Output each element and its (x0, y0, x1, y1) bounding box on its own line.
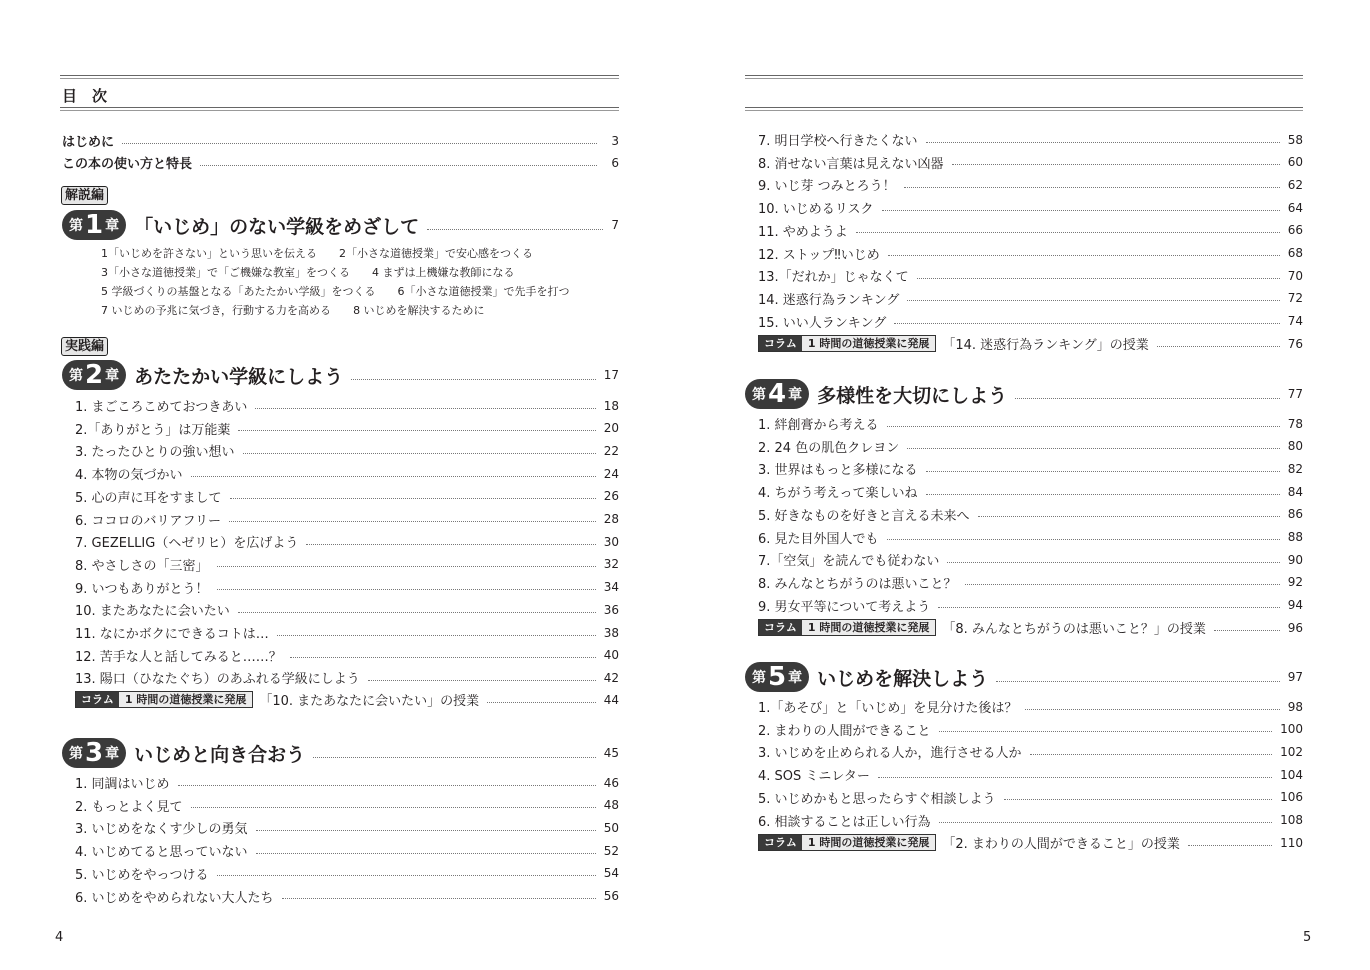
leader-dots (938, 606, 1279, 608)
section-label-practice: 実践編 (61, 337, 108, 356)
entry-title: 「8. みんなとちがうのは悪いこと？」の授業 (942, 622, 1206, 637)
leader-dots (277, 634, 596, 636)
leader-dots (882, 209, 1280, 211)
page-number: 66 (1287, 223, 1303, 238)
toc-entry[interactable] (758, 697, 1303, 716)
leader-dots (1015, 397, 1280, 399)
leader-dots (351, 378, 596, 380)
page-number: 3 (611, 133, 619, 148)
entry-title: 6. 見た目外国人でも (758, 531, 879, 547)
leader-dots (1188, 844, 1272, 846)
page-number: 80 (1287, 439, 1303, 454)
leader-dots (178, 784, 596, 786)
toc-entry[interactable] (75, 555, 619, 574)
toc-entry[interactable] (758, 312, 1303, 331)
entry-title: 5. いじめをやっつける (75, 867, 209, 883)
leader-dots (894, 322, 1279, 324)
chapter-2-heading[interactable] (62, 360, 619, 390)
toc-entry[interactable] (758, 788, 1303, 807)
page-number: 62 (1287, 177, 1303, 192)
leader-dots (290, 656, 596, 658)
toc-entry[interactable] (75, 887, 619, 906)
page-number: 84 (1287, 484, 1303, 499)
page-number: 22 (603, 443, 619, 458)
leader-dots (306, 543, 595, 545)
leader-dots (313, 756, 596, 758)
leader-dots (238, 429, 595, 431)
entry-title: 9. いじ芽 つみとろう！ (758, 179, 896, 195)
page-number: 6 (611, 155, 619, 170)
page-number: 64 (1287, 200, 1303, 215)
chapter-5-heading[interactable] (745, 662, 1303, 692)
page-number: 48 (603, 798, 619, 813)
column-entry[interactable] (758, 618, 1303, 637)
toc-entry[interactable] (75, 646, 619, 665)
entry-title: 2. 24 色の肌色クレヨン (758, 440, 900, 456)
column-tag: コラム 1 時間の道徳授業に発展 (758, 619, 936, 636)
toc-entry[interactable] (75, 773, 619, 792)
page-number: 38 (603, 625, 619, 640)
entry-title: 2. まわりの人間ができること (758, 723, 931, 739)
leader-dots (217, 565, 596, 567)
toc-entry[interactable] (75, 864, 619, 883)
leader-dots (917, 277, 1280, 279)
header-rule-top-right (745, 75, 1303, 79)
leader-dots (200, 164, 597, 166)
entry-title: 3. 世界はもっと多様になる (758, 463, 918, 479)
leader-dots (856, 231, 1280, 233)
column-tag: コラム 1 時間の道徳授業に発展 (758, 335, 936, 352)
toc-entry[interactable] (758, 130, 1303, 149)
column-entry[interactable] (758, 334, 1303, 353)
leader-dots (947, 561, 1279, 563)
page-number: 17 (603, 368, 619, 382)
entry-title: 4. 本物の気づかい (75, 468, 183, 484)
page-number: 97 (1287, 670, 1303, 684)
leader-dots (229, 520, 596, 522)
entry-title: 「2. まわりの人間ができること」の授業 (942, 837, 1180, 852)
section-label-commentary: 解説編 (61, 186, 108, 205)
toc-entry[interactable] (758, 198, 1303, 217)
entry-title: 12. ストップ‼いじめ (758, 247, 880, 263)
leader-dots (1004, 798, 1273, 800)
leader-dots (939, 821, 1273, 823)
toc-entry[interactable] (758, 289, 1303, 308)
toc-entry[interactable] (75, 532, 619, 551)
page-number: 28 (603, 512, 619, 526)
page-number: 76 (1287, 336, 1303, 351)
chapter-1-subtopics: 7 いじめの予兆に気づき，行動する力を高める 8 いじめを解決するために (101, 304, 485, 317)
chapter-badge: 第 5 章 (745, 662, 809, 692)
toc-entry[interactable] (758, 550, 1303, 569)
page-number: 56 (603, 889, 619, 903)
chapter-badge: 第 1 章 (62, 210, 126, 240)
chapter-badge: 第 2 章 (62, 360, 126, 390)
toc-entry[interactable] (62, 153, 619, 172)
page-number: 7 (611, 218, 619, 232)
toc-entry[interactable] (758, 573, 1303, 592)
leader-dots (255, 407, 595, 409)
page-number: 96 (1287, 620, 1303, 635)
page-number: 104 (1280, 767, 1303, 782)
chapter-title: いじめを解決しよう (817, 667, 989, 690)
entry-title: 4. いじめてると思っていない (75, 845, 248, 861)
toc-entry[interactable] (75, 668, 619, 687)
toc-entry[interactable] (758, 437, 1303, 456)
page-number: 20 (603, 421, 619, 436)
toc-entry[interactable] (75, 464, 619, 483)
entry-title: 8. 消せない言葉は見えない凶器 (758, 156, 944, 172)
toc-entry[interactable] (758, 244, 1303, 263)
chapter-title: いじめと向き合おう (134, 743, 306, 766)
toc-entry[interactable] (75, 441, 619, 460)
header-rule-top-left (60, 75, 619, 79)
page-number: 88 (1287, 530, 1303, 544)
leader-dots (887, 425, 1280, 427)
chapter-4-heading[interactable] (745, 379, 1303, 409)
leader-dots (191, 806, 596, 808)
toc-entry[interactable] (75, 396, 619, 415)
page-number: 36 (603, 602, 619, 617)
entry-title: 2.「ありがとう」は万能薬 (75, 422, 231, 438)
page-number: 82 (1287, 461, 1303, 476)
toc-entry[interactable] (758, 596, 1303, 615)
leader-dots (191, 475, 596, 477)
page-number: 78 (1287, 416, 1303, 431)
page-number: 108 (1280, 813, 1303, 827)
header-rule-bottom-left (60, 107, 619, 111)
leader-dots (926, 493, 1280, 495)
page-number: 24 (603, 466, 619, 481)
page-number: 54 (603, 866, 619, 881)
entry-title: 1.「あそび」と「いじめ」を見分けた後は？ (758, 701, 1018, 716)
entry-title: 3. いじめをなくす少しの勇気 (75, 822, 248, 838)
page-number: 46 (603, 775, 619, 790)
entry-title: 5. 好きなものを好きと言える未来へ (758, 508, 970, 524)
chapter-3-heading[interactable] (62, 738, 619, 768)
toc-entry[interactable] (758, 720, 1303, 739)
entry-title: 8. みんなとちがうのは悪いこと？ (758, 576, 957, 592)
entry-title: 5. 心の声に耳をすまして (75, 490, 222, 506)
entry-title: 6. ココロのバリアフリー (75, 513, 222, 529)
page-number: 42 (603, 670, 619, 685)
page-number: 45 (603, 746, 619, 760)
entry-title: 7. 明日学校へ行きたくない (758, 134, 918, 149)
entry-title: 14. 迷惑行為ランキング (758, 292, 900, 308)
column-entry[interactable] (75, 690, 619, 709)
leader-dots (243, 452, 596, 454)
leader-dots (230, 497, 596, 499)
toc-entry[interactable] (758, 742, 1303, 761)
leader-dots (282, 897, 596, 899)
page-number: 110 (1280, 835, 1303, 850)
leader-dots (256, 852, 596, 854)
entry-title: 11. やめようよ (758, 224, 848, 240)
page-number: 100 (1280, 722, 1303, 737)
leader-dots (1157, 345, 1280, 347)
entry-title: 8. やさしさの「三密」 (75, 558, 209, 574)
chapter-1-subtopics: 3「小さな道徳授業」で「ご機嫌な教室」をつくる 4 まずは上機嫌な教師になる (101, 266, 515, 279)
toc-entry[interactable] (758, 459, 1303, 478)
entry-title: 9. 男女平等について考えよう (758, 599, 931, 615)
leader-dots (256, 829, 596, 831)
page-number: 68 (1287, 246, 1303, 260)
page-number: 98 (1287, 699, 1303, 714)
leader-dots (368, 679, 596, 681)
page-number: 106 (1280, 790, 1303, 805)
entry-title: 4. ちがう考えって楽しいね (758, 486, 918, 502)
leader-dots (1025, 708, 1279, 710)
leader-dots (878, 776, 1272, 778)
entry-title: 3. いじめを止められる人か，進行させる人か (758, 746, 1022, 762)
toc-entry[interactable] (75, 487, 619, 506)
page-number: 70 (1287, 268, 1303, 283)
page-number: 94 (1287, 598, 1303, 613)
entry-title: 6. 相談することは正しい行為 (758, 814, 931, 830)
column-entry[interactable] (758, 833, 1303, 852)
entry-title: はじめに (62, 135, 115, 150)
leader-dots (926, 470, 1280, 472)
chapter-1-subtopics: 1「いじめを許さない」という思いを伝える 2「小さな道徳授業」で安心感をつくる (101, 247, 533, 260)
page-number: 102 (1280, 744, 1303, 759)
chapter-badge: 第 3 章 (62, 738, 126, 768)
leader-dots (907, 447, 1280, 449)
entry-title: 「10. またあなたに会いたい」の授業 (259, 694, 480, 709)
page-number: 18 (603, 398, 619, 413)
leader-dots (887, 538, 1280, 540)
toc-entry[interactable] (75, 818, 619, 837)
entry-title: 10. いじめるリスク (758, 202, 874, 218)
toc-title: 目 次 (62, 87, 108, 105)
toc-entry[interactable] (62, 131, 619, 150)
entry-title: 1. まごころこめておつきあい (75, 400, 248, 415)
entry-title: 3. たったひとりの強い想い (75, 445, 235, 461)
entry-title: 12. 苦手な人と話してみると……？ (75, 649, 282, 665)
page-number: 92 (1287, 575, 1303, 590)
page-number: 34 (603, 580, 619, 595)
chapter-badge: 第 4 章 (745, 379, 809, 409)
leader-dots (1214, 629, 1280, 631)
column-tag: コラム 1 時間の道徳授業に発展 (758, 834, 936, 851)
leader-dots (1030, 753, 1273, 755)
entry-title: 1. 絆創膏から考える (758, 418, 879, 433)
entry-title: 15. いい人ランキング (758, 315, 887, 331)
leader-dots (888, 254, 1280, 256)
entry-title: 13. 陽口（ひなたぐち）のあふれる学級にしよう (75, 672, 360, 688)
leader-dots (122, 142, 597, 144)
leader-dots (996, 680, 1280, 682)
leader-dots (952, 163, 1280, 165)
page-number: 50 (603, 820, 619, 835)
page-number: 74 (1287, 314, 1303, 329)
toc-entry[interactable] (758, 528, 1303, 547)
toc-entry[interactable] (75, 419, 619, 438)
page-number: 30 (603, 534, 619, 549)
toc-entry[interactable] (758, 505, 1303, 524)
entry-title: 4. SOS ミニレター (758, 769, 870, 785)
leader-dots (965, 583, 1280, 585)
page-number: 40 (603, 648, 619, 663)
entry-title: 2. もっとよく見て (75, 799, 183, 815)
leader-dots (904, 186, 1280, 188)
toc-entry[interactable] (758, 153, 1303, 172)
entry-title: 11. なにかボクにできるコトは… (75, 627, 269, 642)
entry-title: 6. いじめをやめられない大人たち (75, 890, 274, 906)
page-number: 26 (603, 489, 619, 504)
toc-entry[interactable] (75, 796, 619, 815)
entry-title: 9. いつもありがとう！ (75, 581, 209, 597)
chapter-title: 多様性を大切にしよう (817, 384, 1008, 407)
leader-dots (487, 701, 596, 703)
page-number: 90 (1287, 552, 1303, 567)
page-number: 44 (603, 692, 619, 707)
chapter-title: 「いじめ」のない学級をめざして (134, 215, 420, 238)
toc-entry[interactable] (758, 482, 1303, 501)
toc-entry[interactable] (758, 266, 1303, 285)
entry-title: この本の使い方と特長 (62, 157, 193, 172)
entry-title: 1. 同調はいじめ (75, 777, 170, 792)
toc-entry[interactable] (758, 175, 1303, 194)
page-number-left: 4 (55, 930, 64, 945)
chapter-1-heading[interactable] (62, 210, 619, 240)
toc-entry[interactable] (758, 811, 1303, 830)
page-number: 60 (1287, 155, 1303, 170)
chapter-title: あたたかい学級にしよう (134, 365, 344, 388)
page-number: 72 (1287, 291, 1303, 306)
leader-dots (427, 228, 603, 230)
leader-dots (217, 588, 596, 590)
page-number-right: 5 (1303, 930, 1312, 945)
toc-entry[interactable] (75, 841, 619, 860)
leader-dots (978, 515, 1280, 517)
leader-dots (217, 874, 596, 876)
chapter-1-subtopics: 5 学級づくりの基盤となる「あたたかい学級」をつくる 6「小さな道徳授業」で先手を打つ (101, 285, 570, 298)
entry-title: 10. またあなたに会いたい (75, 604, 230, 620)
page-number: 52 (603, 843, 619, 858)
entry-title: 7.「空気」を読んでも従わない (758, 554, 940, 570)
entry-title: 7. GEZELLIG（ヘゼリヒ）を広げよう (75, 536, 299, 552)
leader-dots (238, 611, 596, 613)
page-number: 58 (1287, 132, 1303, 147)
page-number: 86 (1287, 507, 1303, 522)
toc-entry[interactable] (758, 221, 1303, 240)
toc-entry[interactable] (75, 623, 619, 642)
toc-entry[interactable] (758, 765, 1303, 784)
page-number: 77 (1287, 387, 1303, 401)
column-tag: コラム 1 時間の道徳授業に発展 (75, 691, 253, 708)
entry-title: 「14. 迷惑行為ランキング」の授業 (942, 338, 1149, 353)
toc-entry[interactable] (75, 578, 619, 597)
leader-dots (926, 141, 1280, 143)
toc-entry[interactable] (75, 600, 619, 619)
entry-title: 5. いじめかもと思ったらすぐ相談しよう (758, 791, 996, 807)
entry-title: 13.「だれか」じゃなくて (758, 270, 909, 286)
toc-entry[interactable] (758, 414, 1303, 433)
leader-dots (939, 730, 1273, 732)
page-number: 32 (603, 557, 619, 572)
header-rule-bottom-right (745, 107, 1303, 111)
leader-dots (907, 299, 1279, 301)
toc-entry[interactable] (75, 510, 619, 529)
